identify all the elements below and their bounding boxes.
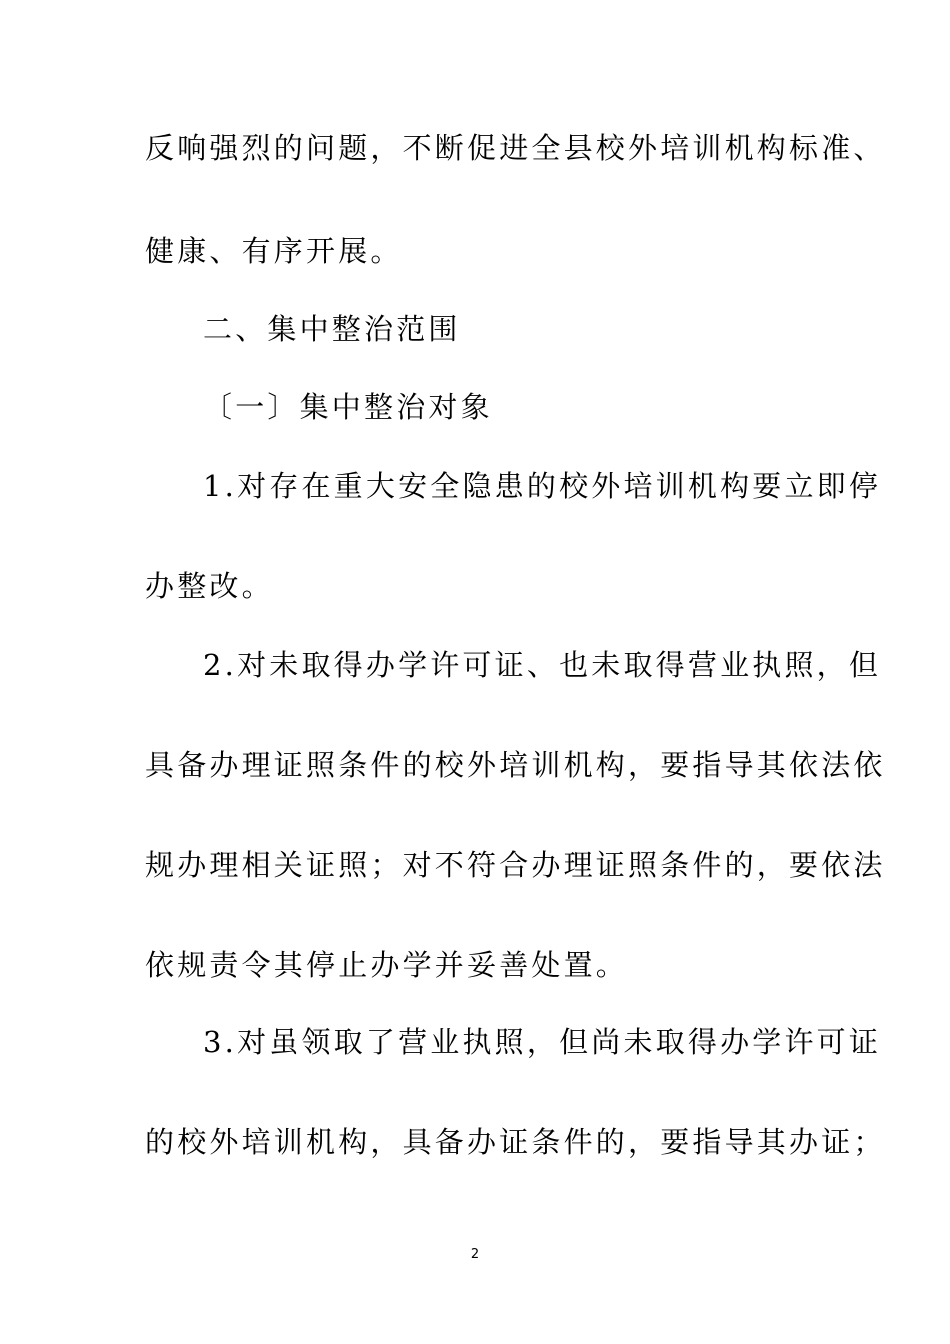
page-number: 2 — [470, 1247, 480, 1262]
subsection-heading: 〔一〕集中整治对象 — [203, 390, 493, 424]
list-item-text-line: 3.对虽领取了营业执照，但尚未取得办学许可证 — [203, 1025, 882, 1059]
list-item-text-line: 1.对存在重大安全隐患的校外培训机构要立即停 — [203, 469, 882, 503]
section-heading: 二、集中整治范围 — [203, 312, 461, 346]
list-item-text-line: 具备办理证照条件的校外培训机构，要指导其依法依 — [145, 748, 886, 782]
list-item-text-line: 依规责令其停止办学并妥善处置。 — [145, 948, 629, 982]
list-item-text-line: 的校外培训机构，具备办证条件的，要指导其办证； — [145, 1125, 886, 1159]
list-item-text-line: 办整改。 — [145, 569, 274, 603]
body-text-line: 反响强烈的问题，不断促进全县校外培训机构标准、 — [145, 131, 886, 165]
body-text-line: 健康、有序开展。 — [145, 234, 403, 268]
list-item-text-line: 2.对未取得办学许可证、也未取得营业执照，但 — [203, 648, 882, 682]
list-item-text-line: 规办理相关证照；对不符合办理证照条件的，要依法 — [145, 848, 886, 882]
